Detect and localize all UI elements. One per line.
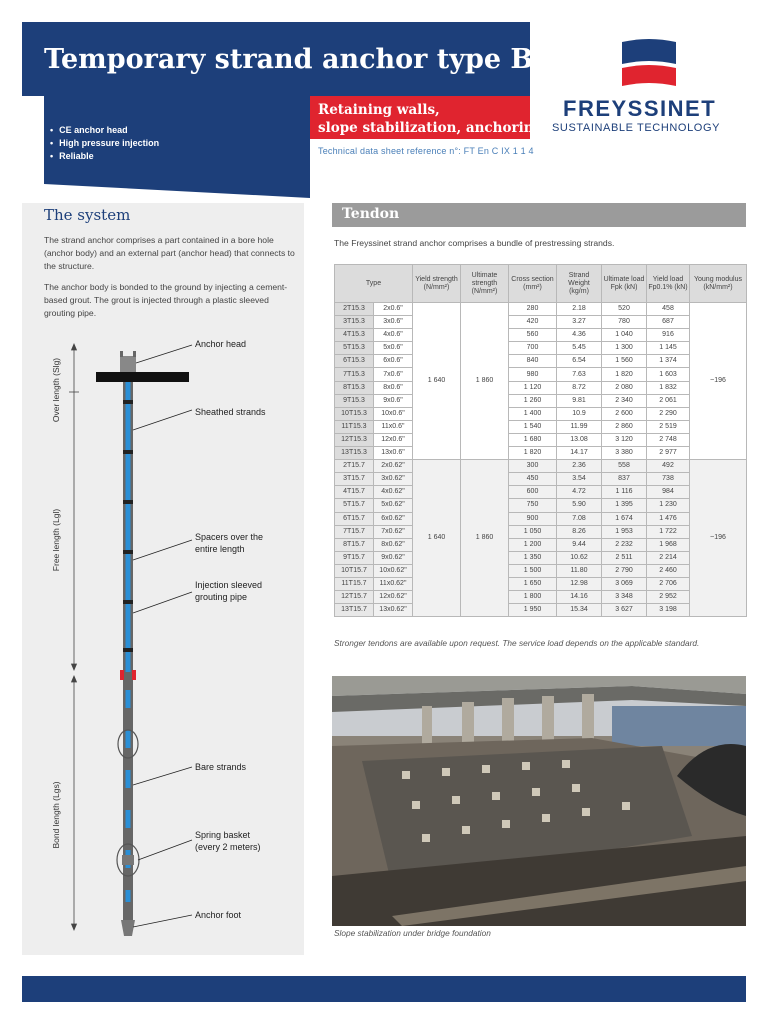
cell-young-modulus: ~196 <box>690 303 747 460</box>
cell-cross-section: 1 400 <box>509 407 557 420</box>
cell-yield-load: 2 977 <box>647 447 690 460</box>
anchor-head-label: Anchor head <box>195 339 247 349</box>
cell-ultimate-load: 2 340 <box>602 394 647 407</box>
cell-config: 7x0.62" <box>374 525 413 538</box>
cell-yield-load: 492 <box>647 460 690 473</box>
cell-yield-load: 2 952 <box>647 591 690 604</box>
cell-cross-section: 600 <box>509 486 557 499</box>
cell-config: 3x0.6" <box>374 316 413 329</box>
cell-strand-weight: 7.63 <box>557 368 602 381</box>
cell-cross-section: 420 <box>509 316 557 329</box>
cell-cross-section: 1 260 <box>509 394 557 407</box>
logo-wordmark: FREYSSINET <box>563 96 717 121</box>
cell-ultimate-load: 3 348 <box>602 591 647 604</box>
cell-type: 13T15.7 <box>335 604 374 617</box>
cell-type: 5T15.7 <box>335 499 374 512</box>
cell-strand-weight: 11.80 <box>557 564 602 577</box>
injection-label-1: Injection sleeved <box>195 580 263 590</box>
feature-bullet: • CE anchor head <box>50 124 159 137</box>
page-title: Temporary strand anchor type B <box>44 44 534 75</box>
cell-strand-weight: 11.99 <box>557 420 602 433</box>
table-row <box>335 316 747 329</box>
cell-yield-load: 2 706 <box>647 577 690 590</box>
cell-yield-load: 984 <box>647 486 690 499</box>
cell-strand-weight: 3.27 <box>557 316 602 329</box>
applications-text <box>318 101 543 137</box>
cell-ultimate-strength: 1 860 <box>461 303 509 460</box>
cell-cross-section: 980 <box>509 368 557 381</box>
injection-label-2: grouting pipe <box>195 592 248 602</box>
cell-cross-section: 840 <box>509 355 557 368</box>
cell-cross-section: 450 <box>509 473 557 486</box>
cell-yield-load: 3 198 <box>647 604 690 617</box>
cell-type: 4T15.7 <box>335 486 374 499</box>
features-box-fold <box>44 184 310 198</box>
cell-cross-section: 300 <box>509 460 557 473</box>
cell-yield-load: 1 722 <box>647 525 690 538</box>
features-list <box>50 124 159 163</box>
cell-yield-load: 2 290 <box>647 407 690 420</box>
cell-type: 6T15.3 <box>335 355 374 368</box>
cell-config: 6x0.6" <box>374 355 413 368</box>
table-row <box>335 538 747 551</box>
cell-cross-section: 750 <box>509 499 557 512</box>
cell-cross-section: 1 120 <box>509 381 557 394</box>
cell-cross-section: 1 800 <box>509 591 557 604</box>
cell-ultimate-load: 520 <box>602 303 647 316</box>
cell-strand-weight: 7.08 <box>557 512 602 525</box>
table-row <box>335 381 747 394</box>
cell-ultimate-load: 1 116 <box>602 486 647 499</box>
cell-ultimate-load: 780 <box>602 316 647 329</box>
cell-config: 4x0.62" <box>374 486 413 499</box>
table-row <box>335 591 747 604</box>
spacers-label-1: Spacers over the <box>195 532 264 542</box>
table-header-row <box>335 265 747 303</box>
cell-strand-weight: 9.44 <box>557 538 602 551</box>
cell-ultimate-load: 2 790 <box>602 564 647 577</box>
cell-cross-section: 1 680 <box>509 433 557 446</box>
cell-ultimate-load: 3 069 <box>602 577 647 590</box>
cell-ultimate-load: 1 820 <box>602 368 647 381</box>
table-row <box>335 407 747 420</box>
cell-strand-weight: 10.62 <box>557 551 602 564</box>
system-paragraph-2: The anchor body is bonded to the ground by injecting a cement-based grout. The grout is injected through a plastic sleeved grouting pipe. <box>44 282 288 318</box>
cell-ultimate-load: 558 <box>602 460 647 473</box>
col-ultimate-strength: Ultimate strength (N/mm²) <box>461 265 509 303</box>
anchor-head-icon <box>96 351 189 382</box>
cell-type: 5T15.3 <box>335 342 374 355</box>
cell-strand-weight: 6.54 <box>557 355 602 368</box>
cell-config: 2x0.62" <box>374 460 413 473</box>
col-strand-weight: Strand Weight (kg/m) <box>557 265 602 303</box>
cell-cross-section: 1 200 <box>509 538 557 551</box>
cell-ultimate-load: 1 953 <box>602 525 647 538</box>
cell-cross-section: 700 <box>509 342 557 355</box>
cell-type: 6T15.7 <box>335 512 374 525</box>
cell-yield-load: 1 832 <box>647 381 690 394</box>
cell-ultimate-load: 3 627 <box>602 604 647 617</box>
cell-ultimate-load: 2 232 <box>602 538 647 551</box>
system-title: The system <box>44 206 131 224</box>
table-row <box>335 604 747 617</box>
cell-config: 7x0.6" <box>374 368 413 381</box>
cell-config: 9x0.6" <box>374 394 413 407</box>
cell-cross-section: 280 <box>509 303 557 316</box>
cell-config: 10x0.6" <box>374 407 413 420</box>
cell-type: 8T15.3 <box>335 381 374 394</box>
spring-basket-label-1: Spring basket <box>195 830 251 840</box>
cell-ultimate-load: 2 080 <box>602 381 647 394</box>
cell-strand-weight: 14.16 <box>557 591 602 604</box>
cell-strand-weight: 3.54 <box>557 473 602 486</box>
spring-basket-label-2: (every 2 meters) <box>195 842 261 852</box>
table-row <box>335 447 747 460</box>
cell-ultimate-load: 2 511 <box>602 551 647 564</box>
cell-ultimate-load: 1 560 <box>602 355 647 368</box>
cell-config: 9x0.62" <box>374 551 413 564</box>
cell-cross-section: 1 540 <box>509 420 557 433</box>
cell-cross-section: 1 050 <box>509 525 557 538</box>
sheathed-strands-label: Sheathed strands <box>195 407 266 417</box>
cell-type: 8T15.7 <box>335 538 374 551</box>
cell-ultimate-load: 1 395 <box>602 499 647 512</box>
cell-yield-load: 458 <box>647 303 690 316</box>
table-row <box>335 460 747 473</box>
col-young-modulus: Young modulus (kN/mm²) <box>690 265 747 303</box>
cell-type: 3T15.3 <box>335 316 374 329</box>
cell-cross-section: 1 820 <box>509 447 557 460</box>
tendon-table <box>334 264 747 617</box>
cell-ultimate-load: 1 040 <box>602 329 647 342</box>
cell-config: 11x0.6" <box>374 420 413 433</box>
datasheet-reference: Technical data sheet reference n°: FT En C IX 1 1 4 <box>318 146 534 156</box>
site-photo <box>332 676 746 926</box>
cell-cross-section: 1 650 <box>509 577 557 590</box>
cell-ultimate-load: 1 300 <box>602 342 647 355</box>
cell-strand-weight: 4.36 <box>557 329 602 342</box>
bond-length-label: Bond length (Lgs) <box>51 781 61 849</box>
cell-yield-load: 2 061 <box>647 394 690 407</box>
cell-config: 13x0.6" <box>374 447 413 460</box>
over-length-label: Over length (Slg) <box>51 357 61 423</box>
table-row <box>335 577 747 590</box>
cell-strand-weight: 10.9 <box>557 407 602 420</box>
table-row <box>335 551 747 564</box>
cell-config: 5x0.6" <box>374 342 413 355</box>
cell-yield-load: 2 519 <box>647 420 690 433</box>
cell-yield-load: 1 230 <box>647 499 690 512</box>
table-row <box>335 342 747 355</box>
table-row <box>335 512 747 525</box>
tendon-title: Tendon <box>342 206 400 222</box>
cell-strand-weight: 8.72 <box>557 381 602 394</box>
cell-cross-section: 1 500 <box>509 564 557 577</box>
cell-strand-weight: 2.36 <box>557 460 602 473</box>
cell-type: 2T15.7 <box>335 460 374 473</box>
table-row <box>335 329 747 342</box>
anchor-foot-label: Anchor foot <box>195 910 242 920</box>
table-row <box>335 486 747 499</box>
cell-yield-load: 1 145 <box>647 342 690 355</box>
cell-strand-weight: 4.72 <box>557 486 602 499</box>
table-row <box>335 355 747 368</box>
cell-type: 12T15.7 <box>335 591 374 604</box>
feature-bullet: • Reliable <box>50 150 159 163</box>
bare-strands-label: Bare strands <box>195 762 247 772</box>
col-type: Type <box>335 265 413 303</box>
cell-cross-section: 1 950 <box>509 604 557 617</box>
cell-config: 8x0.62" <box>374 538 413 551</box>
cell-yield-load: 1 603 <box>647 368 690 381</box>
col-cross-section: Cross section (mm²) <box>509 265 557 303</box>
table-note: Stronger tendons are available upon request. The service load depends on the applicable standard. <box>334 638 700 648</box>
cell-yield-load: 2 214 <box>647 551 690 564</box>
cell-strand-weight: 15.34 <box>557 604 602 617</box>
cell-ultimate-strength: 1 860 <box>461 460 509 617</box>
cell-type: 9T15.3 <box>335 394 374 407</box>
table-row <box>335 525 747 538</box>
cell-config: 11x0.62" <box>374 577 413 590</box>
cell-yield-load: 738 <box>647 473 690 486</box>
cell-strand-weight: 2.18 <box>557 303 602 316</box>
cell-yield-load: 2 460 <box>647 564 690 577</box>
table-row <box>335 564 747 577</box>
spacers-label-2: entire length <box>195 544 245 554</box>
cell-ultimate-load: 3 120 <box>602 433 647 446</box>
applications-line-2: slope stabilization, anchoring <box>318 120 543 136</box>
cell-yield-load: 687 <box>647 316 690 329</box>
cell-ultimate-load: 837 <box>602 473 647 486</box>
cell-cross-section: 560 <box>509 329 557 342</box>
anchor-diagram <box>22 330 304 955</box>
cell-type: 7T15.3 <box>335 368 374 381</box>
footer-band <box>22 976 746 1002</box>
cell-config: 6x0.62" <box>374 512 413 525</box>
cell-strand-weight: 5.45 <box>557 342 602 355</box>
cell-yield-load: 916 <box>647 329 690 342</box>
cell-cross-section: 900 <box>509 512 557 525</box>
cell-type: 2T15.3 <box>335 303 374 316</box>
system-paragraph-1: The strand anchor comprises a part contained in a bore hole (anchor body) and an external part (anchor head) that connects to the structure. <box>44 235 295 271</box>
cell-yield-load: 1 476 <box>647 512 690 525</box>
cell-config: 12x0.62" <box>374 591 413 604</box>
cell-type: 12T15.3 <box>335 433 374 446</box>
free-length-label: Free length (Lgl) <box>51 508 61 572</box>
cell-ultimate-load: 2 600 <box>602 407 647 420</box>
freyssinet-logo-icon <box>620 38 678 90</box>
table-row <box>335 420 747 433</box>
cell-type: 4T15.3 <box>335 329 374 342</box>
table-row <box>335 303 747 316</box>
cell-ultimate-load: 1 674 <box>602 512 647 525</box>
col-yield-load: Yield load Fp0.1% (kN) <box>647 265 690 303</box>
cell-type: 9T15.7 <box>335 551 374 564</box>
cell-strand-weight: 14.17 <box>557 447 602 460</box>
anchor-body-icon <box>117 382 139 936</box>
cell-yield-load: 1 968 <box>647 538 690 551</box>
cell-type: 13T15.3 <box>335 447 374 460</box>
cell-strand-weight: 13.08 <box>557 433 602 446</box>
tendon-table-body <box>335 303 747 617</box>
col-yield-strength: Yield strength (N/mm²) <box>413 265 461 303</box>
cell-strand-weight: 12.98 <box>557 577 602 590</box>
photo-caption: Slope stabilization under bridge foundation <box>334 928 491 938</box>
applications-line-1: Retaining walls, <box>318 102 440 118</box>
table-row <box>335 473 747 486</box>
cell-strand-weight: 8.26 <box>557 525 602 538</box>
tendon-intro: The Freyssinet strand anchor comprises a bundle of prestressing strands. <box>334 238 615 248</box>
table-row <box>335 368 747 381</box>
cell-ultimate-load: 2 860 <box>602 420 647 433</box>
cell-yield-load: 2 748 <box>647 433 690 446</box>
dimension-lines <box>69 344 79 930</box>
cell-strand-weight: 5.90 <box>557 499 602 512</box>
cell-yield-load: 1 374 <box>647 355 690 368</box>
cell-yield-strength: 1 640 <box>413 460 461 617</box>
cell-type: 11T15.7 <box>335 577 374 590</box>
cell-type: 11T15.3 <box>335 420 374 433</box>
cell-type: 7T15.7 <box>335 525 374 538</box>
cell-type: 10T15.7 <box>335 564 374 577</box>
cell-config: 2x0.6" <box>374 303 413 316</box>
cell-yield-strength: 1 640 <box>413 303 461 460</box>
cell-cross-section: 1 350 <box>509 551 557 564</box>
cell-ultimate-load: 3 380 <box>602 447 647 460</box>
table-row <box>335 499 747 512</box>
table-row <box>335 433 747 446</box>
cell-strand-weight: 9.81 <box>557 394 602 407</box>
cell-config: 5x0.62" <box>374 499 413 512</box>
cell-young-modulus: ~196 <box>690 460 747 617</box>
cell-config: 12x0.6" <box>374 433 413 446</box>
cell-config: 3x0.62" <box>374 473 413 486</box>
cell-config: 10x0.62" <box>374 564 413 577</box>
cell-config: 13x0.62" <box>374 604 413 617</box>
cell-type: 3T15.7 <box>335 473 374 486</box>
feature-bullet: • High pressure injection <box>50 137 159 150</box>
table-row <box>335 394 747 407</box>
cell-type: 10T15.3 <box>335 407 374 420</box>
cell-config: 4x0.6" <box>374 329 413 342</box>
col-ultimate-load: Ultimate load Fpk (kN) <box>602 265 647 303</box>
logo-tagline: SUSTAINABLE TECHNOLOGY <box>552 122 721 134</box>
cell-config: 8x0.6" <box>374 381 413 394</box>
